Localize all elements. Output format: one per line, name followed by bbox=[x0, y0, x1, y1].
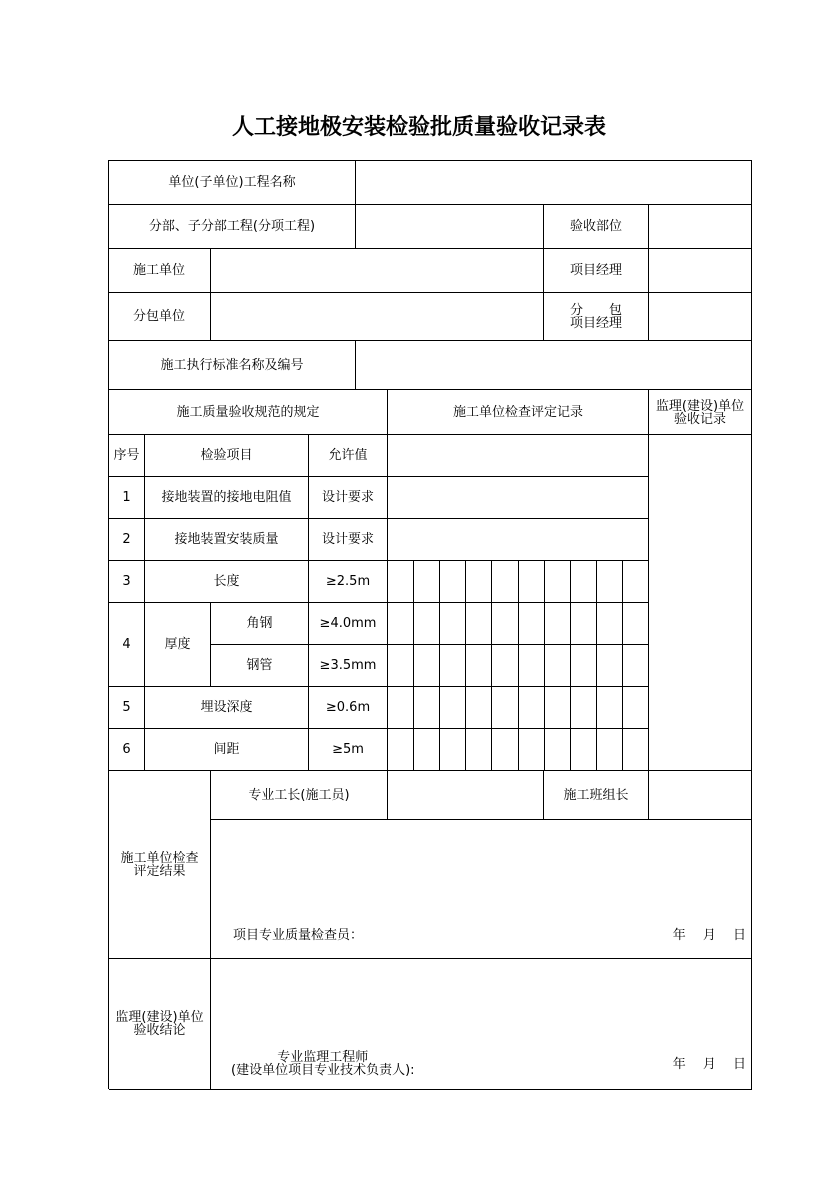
measurement-cell[interactable] bbox=[545, 561, 571, 603]
supervisor-record-line2: 验收记录 bbox=[673, 412, 726, 427]
measurement-cell[interactable] bbox=[388, 561, 414, 603]
row-allowed: ≥3.5mm bbox=[309, 645, 388, 687]
row-no: 5 bbox=[109, 687, 145, 729]
measurement-cell[interactable] bbox=[414, 561, 440, 603]
inspection-table bbox=[108, 160, 752, 1089]
supervisor-conclusion-line2: 验收结论 bbox=[133, 1023, 186, 1038]
measurement-cell[interactable] bbox=[440, 603, 466, 645]
measurement-cell[interactable] bbox=[388, 603, 414, 645]
row-no: 3 bbox=[109, 561, 145, 603]
measurement-cell[interactable] bbox=[545, 687, 571, 729]
row-allowed: ≥2.5m bbox=[309, 561, 388, 603]
project-manager-field[interactable] bbox=[649, 249, 752, 293]
engineer-signature-label bbox=[231, 1051, 415, 1077]
measurement-cell[interactable] bbox=[623, 603, 649, 645]
measurement-cell[interactable] bbox=[466, 603, 492, 645]
measurement-cell[interactable] bbox=[571, 729, 597, 771]
row-allowed: ≥4.0mm bbox=[309, 603, 388, 645]
measurement-cell[interactable] bbox=[623, 687, 649, 729]
date-label: 年 月 日 bbox=[672, 1057, 746, 1072]
measurement-cell[interactable] bbox=[597, 603, 623, 645]
spec-label: 施工质量验收规范的规定 bbox=[109, 390, 388, 435]
col-no-header: 序号 bbox=[109, 435, 145, 477]
col-allowed-header: 允许值 bbox=[309, 435, 388, 477]
foreman-label: 专业工长(施工员) bbox=[211, 771, 388, 820]
division-label: 分部、子分部工程(分项工程) bbox=[109, 205, 356, 249]
measurement-cell[interactable] bbox=[388, 645, 414, 687]
division-field[interactable] bbox=[356, 205, 544, 249]
contractor-result-label bbox=[109, 771, 211, 959]
row-no: 4 bbox=[109, 603, 145, 687]
engineer-label-line1: 专业监理工程师 bbox=[277, 1050, 369, 1065]
contractor-field[interactable] bbox=[211, 249, 544, 293]
measurement-cell[interactable] bbox=[519, 603, 545, 645]
measurement-cell[interactable] bbox=[571, 561, 597, 603]
date-label: 年 月 日 bbox=[672, 928, 746, 943]
sub-pm-field[interactable] bbox=[649, 293, 752, 341]
measurement-cell[interactable] bbox=[597, 645, 623, 687]
row-allowed: 设计要求 bbox=[309, 477, 388, 519]
inspector-label: 项目专业质量检查员： bbox=[233, 928, 364, 943]
row-item: 长度 bbox=[145, 561, 309, 603]
measurement-cell[interactable] bbox=[519, 645, 545, 687]
measurement-cell[interactable] bbox=[571, 687, 597, 729]
subcontractor-field[interactable] bbox=[211, 293, 544, 341]
project-name-field[interactable] bbox=[356, 161, 752, 205]
measurement-cell[interactable] bbox=[571, 645, 597, 687]
form-title: 人工接地极安装检验批质量验收记录表 bbox=[231, 114, 606, 140]
measurement-cell[interactable] bbox=[519, 729, 545, 771]
row-no: 6 bbox=[109, 729, 145, 771]
row-allowed: ≥0.6m bbox=[309, 687, 388, 729]
measurement-cell[interactable] bbox=[545, 729, 571, 771]
row-item: 厚度 bbox=[145, 603, 211, 687]
contractor-result-line1: 施工单位检查 bbox=[120, 850, 199, 866]
standard-field[interactable] bbox=[356, 341, 752, 390]
row-item: 接地装置的接地电阻值 bbox=[145, 477, 309, 519]
measurement-cell[interactable] bbox=[597, 561, 623, 603]
measurement-cell[interactable] bbox=[388, 729, 414, 771]
row-item: 间距 bbox=[145, 729, 309, 771]
team-leader-label: 施工班组长 bbox=[544, 771, 649, 820]
foreman-field[interactable] bbox=[388, 771, 544, 820]
measurement-cell[interactable] bbox=[623, 729, 649, 771]
team-leader-field[interactable] bbox=[649, 771, 752, 820]
supervisor-conclusion-field[interactable] bbox=[211, 959, 752, 1090]
measurement-cell[interactable] bbox=[519, 687, 545, 729]
measurement-cell[interactable] bbox=[545, 603, 571, 645]
contractor-label: 施工单位 bbox=[109, 249, 211, 293]
supervisor-record-field[interactable] bbox=[649, 435, 752, 771]
supervisor-conclusion-label bbox=[109, 959, 211, 1090]
measurement-cell[interactable] bbox=[466, 687, 492, 729]
contractor-result-line2: 评定结果 bbox=[133, 863, 186, 879]
measurement-cell[interactable] bbox=[545, 645, 571, 687]
acceptance-part-label: 验收部位 bbox=[544, 205, 649, 249]
row-allowed: ≥5m bbox=[309, 729, 388, 771]
acceptance-part-field[interactable] bbox=[649, 205, 752, 249]
measurement-cell[interactable] bbox=[414, 729, 440, 771]
row-subitem: 钢管 bbox=[211, 645, 309, 687]
sub-pm-label-line2: 项目经理 bbox=[570, 315, 623, 331]
project-name-label: 单位(子单位)工程名称 bbox=[109, 161, 356, 205]
measurement-cell[interactable] bbox=[492, 729, 519, 771]
measurement-cell[interactable] bbox=[388, 687, 414, 729]
measurement-cell[interactable] bbox=[623, 561, 649, 603]
record-cell[interactable] bbox=[388, 435, 649, 477]
measurement-cell[interactable] bbox=[414, 645, 440, 687]
measurement-cell[interactable] bbox=[466, 561, 492, 603]
contractor-record-label: 施工单位检查评定记录 bbox=[388, 390, 649, 435]
measurement-cell[interactable] bbox=[466, 729, 492, 771]
measurement-cell[interactable] bbox=[440, 729, 466, 771]
sub-pm-label bbox=[544, 293, 649, 341]
subcontractor-label: 分包单位 bbox=[109, 293, 211, 341]
measurement-cell[interactable] bbox=[492, 561, 519, 603]
supervisor-conclusion-line1: 监理(建设)单位 bbox=[115, 1010, 204, 1025]
row-no: 1 bbox=[109, 477, 145, 519]
measurement-cell[interactable] bbox=[440, 687, 466, 729]
measurement-cell[interactable] bbox=[414, 687, 440, 729]
measurement-cell[interactable] bbox=[597, 729, 623, 771]
measurement-cell[interactable] bbox=[492, 687, 519, 729]
record-cell[interactable] bbox=[388, 519, 649, 561]
measurement-cell[interactable] bbox=[492, 645, 519, 687]
measurement-cell[interactable] bbox=[440, 561, 466, 603]
contractor-result-field[interactable] bbox=[211, 820, 752, 959]
record-cell[interactable] bbox=[388, 477, 649, 519]
row-subitem: 角钢 bbox=[211, 603, 309, 645]
row-allowed: 设计要求 bbox=[309, 519, 388, 561]
engineer-label-line2: (建设单位项目专业技术负责人): bbox=[231, 1063, 415, 1078]
measurement-cell[interactable] bbox=[440, 645, 466, 687]
sub-pm-label-line1: 分 包 bbox=[570, 302, 623, 318]
row-item: 接地装置安装质量 bbox=[145, 519, 309, 561]
col-item-header: 检验项目 bbox=[145, 435, 309, 477]
standard-label: 施工执行标准名称及编号 bbox=[109, 341, 356, 390]
supervisor-record-label bbox=[649, 390, 752, 435]
row-item: 埋设深度 bbox=[145, 687, 309, 729]
measurement-cell[interactable] bbox=[519, 561, 545, 603]
measurement-cell[interactable] bbox=[466, 645, 492, 687]
measurement-cell[interactable] bbox=[414, 603, 440, 645]
measurement-cell[interactable] bbox=[597, 687, 623, 729]
measurement-cell[interactable] bbox=[492, 603, 519, 645]
project-manager-label: 项目经理 bbox=[544, 249, 649, 293]
measurement-cell[interactable] bbox=[623, 645, 649, 687]
supervisor-record-line1: 监理(建设)单位 bbox=[655, 399, 745, 414]
measurement-cell[interactable] bbox=[571, 603, 597, 645]
row-no: 2 bbox=[109, 519, 145, 561]
